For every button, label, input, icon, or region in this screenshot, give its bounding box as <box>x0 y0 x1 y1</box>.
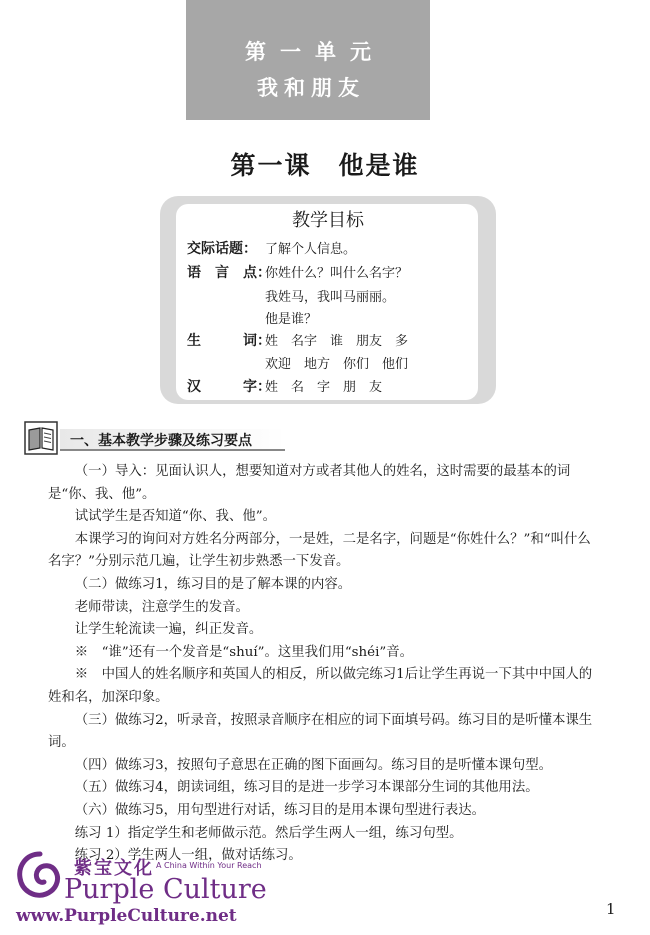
objective-value: 姓 名 字 朋 友 <box>265 380 383 395</box>
paragraph: 试试学生是否知道“你、我、他”。 <box>74 509 276 525</box>
paragraph: 练习 2）学生两人一组，做对话练习。 <box>74 848 302 864</box>
paragraph: 练习 1）指定学生和老师做示范。然后学生两人一组，练习句型。 <box>74 825 463 841</box>
objective-row-topic <box>187 238 356 258</box>
paragraph: ※ “谁”还有一个发音是“shuí”。这里我们用“shéi”音。 <box>74 644 414 660</box>
watermark-chinese: 紫宝文化 <box>74 858 154 879</box>
paragraph: （四）做练习3，按照句子意思在正确的图下面画勾。练习目的是听懂本课句型。 <box>74 757 552 773</box>
unit-number: 第一单元 <box>245 40 385 64</box>
objective-value: 姓 名字 谁 朋友 多 <box>265 334 409 349</box>
open-book-icon <box>24 421 58 455</box>
objectives-title: 教学目标 <box>292 210 364 231</box>
body-text <box>48 461 604 868</box>
watermark-tagline: A China Within Your Reach <box>156 861 262 870</box>
objective-label: 交际话题： <box>187 241 257 257</box>
objective-value: 你姓什么？叫什么名字？ <box>265 266 409 281</box>
paragraph: 本课学习的询问对方姓名分两部分，一是姓，二是名字，问题是“你姓什么？”和“叫什么名字？”分别示范几遍，让学生初步熟悉一下发音。 <box>48 531 591 570</box>
objective-row-grammar <box>187 262 408 282</box>
paragraph: 让学生轮流读一遍，纠正发音。 <box>74 622 263 638</box>
watermark-brand: Purple Culture <box>64 874 267 905</box>
unit-title: 我和朋友 <box>257 76 365 100</box>
watermark-url: www.PurpleCulture.net <box>16 906 237 926</box>
paragraph: （六）做练习5，用句型进行对话，练习目的是用本课句型进行表达。 <box>74 802 486 818</box>
paragraph: （三）做练习2，听录音，按照录音顺序在相应的词下面填号码。练习目的是听懂本课生词。 <box>48 712 593 751</box>
objective-value: 欢迎 地方 你们 他们 <box>265 357 409 372</box>
lesson-title: 第一课 他是谁 <box>230 151 420 180</box>
paragraph: （五）做练习4，朗读词组，练习目的是进一步学习本课部分生词的其他用法。 <box>74 780 539 796</box>
objective-label: 生 词： <box>187 333 271 349</box>
objective-row-vocabulary <box>187 330 408 350</box>
paragraph: ※ 中国人的姓名顺序和英国人的相反，所以做完练习1后让学生再说一下其中中国人的姓和名，加深印象。 <box>48 667 593 705</box>
swirl-logo-icon <box>14 848 66 904</box>
objective-value: 了解个人信息。 <box>265 242 357 257</box>
section-title: 一、基本教学步骤及练习要点 <box>70 433 252 449</box>
unit-banner <box>186 0 430 120</box>
page-number: 1 <box>606 900 616 918</box>
paragraph: （二）做练习1，练习目的是了解本课的内容。 <box>74 576 352 592</box>
objective-value: 他是谁？ <box>265 312 318 327</box>
objective-row-characters <box>187 376 382 396</box>
objective-value: 我姓马，我叫马丽丽。 <box>265 290 396 305</box>
objective-label: 汉 字： <box>187 379 271 395</box>
paragraph: 老师带读，注意学生的发音。 <box>74 599 249 615</box>
objective-label: 语 言 点： <box>187 265 271 281</box>
paragraph: （一）导入：见面认识人，想要知道对方或者其他人的姓名，这时需要的最基本的词是“你、我、他”。 <box>48 464 571 502</box>
